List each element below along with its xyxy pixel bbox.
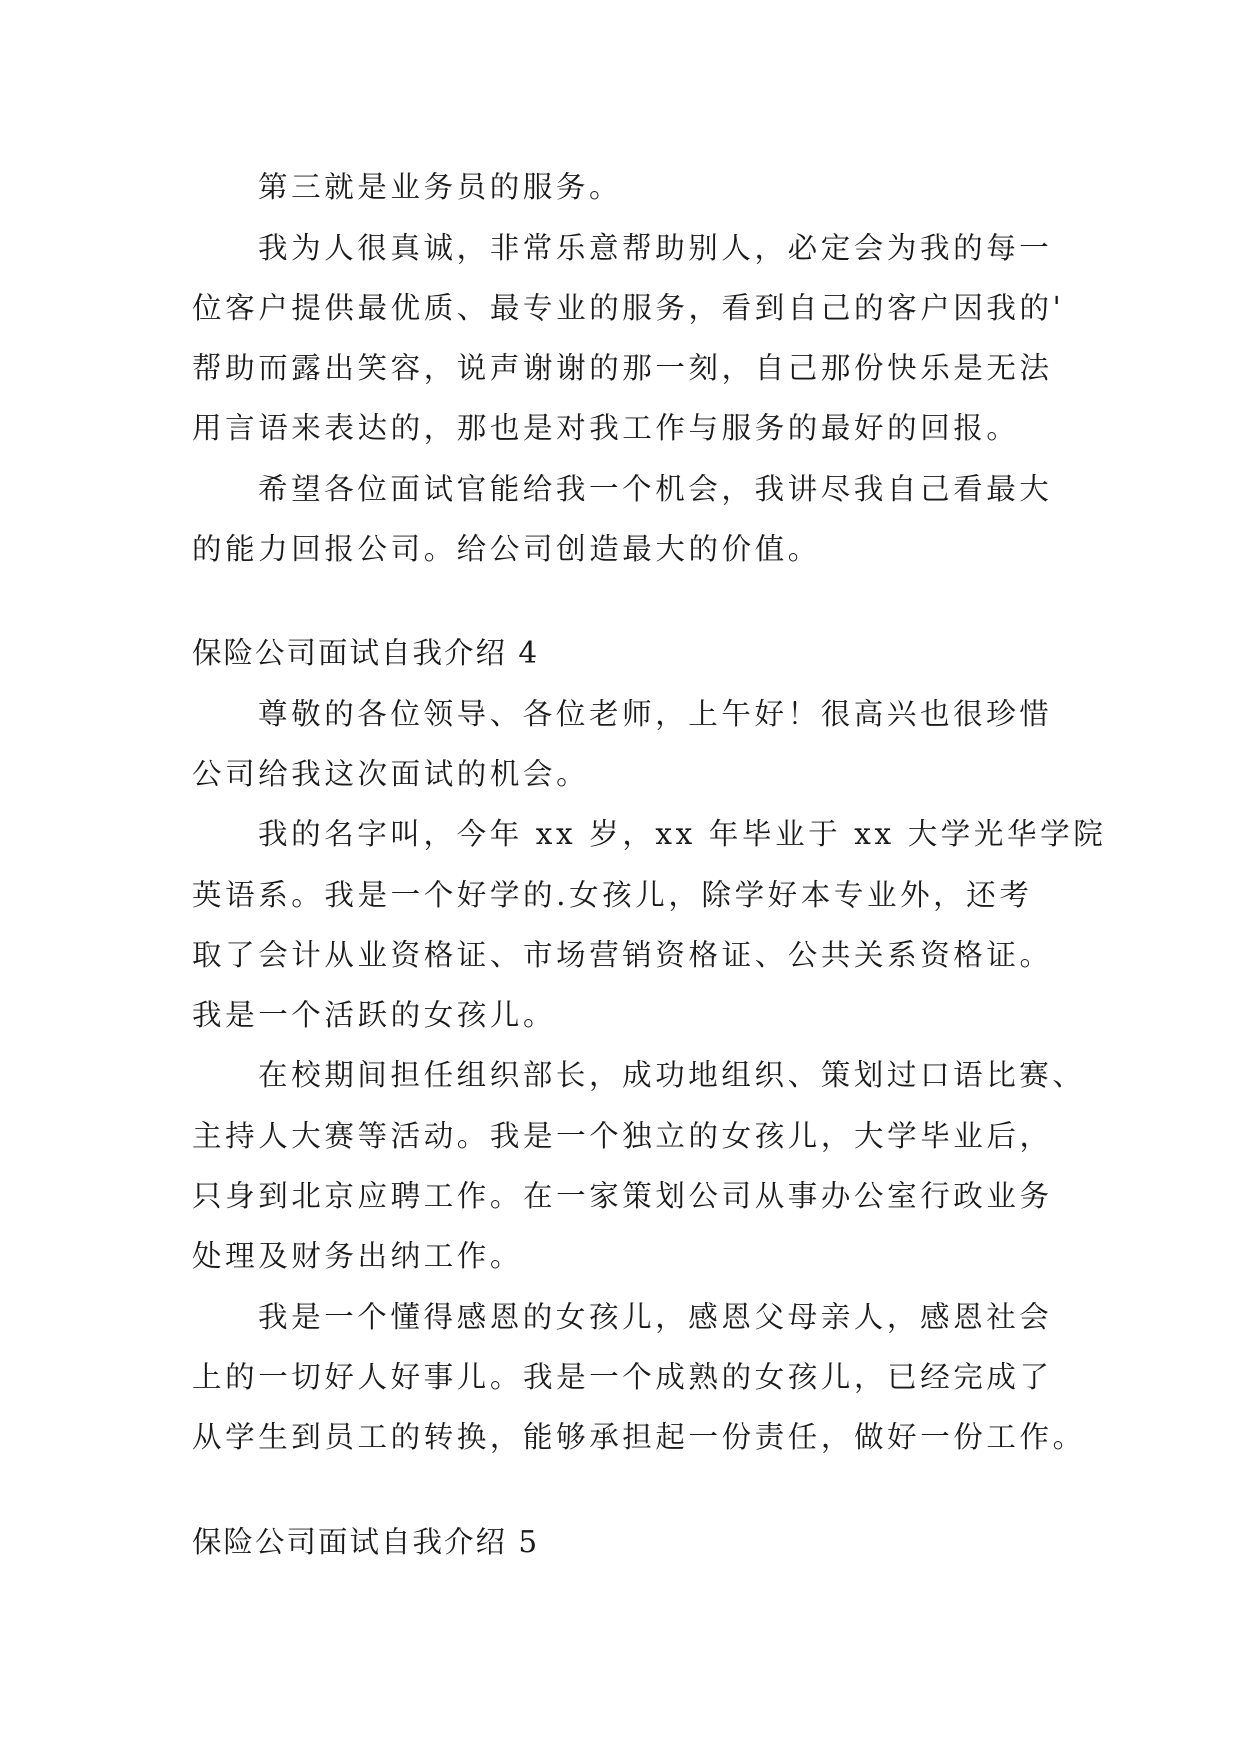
paragraph-line: 我为人很真诚，非常乐意帮助别人，必定会为我的每一 <box>258 231 1053 265</box>
paragraph-line: 主持人大赛等活动。我是一个独立的女孩儿，大学毕业后， <box>192 1119 1053 1153</box>
paragraph-line: 上的一切好人好事儿。我是一个成熟的女孩儿，已经完成了 <box>192 1360 1053 1394</box>
paragraph-line: 公司给我这次面试的机会。 <box>192 757 590 791</box>
paragraph-line: 我的名字叫，今年 xx 岁，xx 年毕业于 xx 大学光华学院 <box>258 817 1107 851</box>
section-heading: 保险公司面试自我介绍 4 <box>192 636 540 670</box>
paragraph-line: 用言语来表达的，那也是对我工作与服务的最好的回报。 <box>192 411 1020 445</box>
paragraph-line: 只身到北京应聘工作。在一家策划公司从事办公室行政业务 <box>192 1179 1053 1213</box>
section-heading: 保险公司面试自我介绍 5 <box>192 1525 540 1559</box>
paragraph-line: 处理及财务出纳工作。 <box>192 1239 524 1273</box>
paragraph-line: 英语系。我是一个好学的.女孩儿，除学好本专业外，还考 <box>192 878 1033 912</box>
paragraph-line: 第三就是业务员的服务。 <box>258 170 623 204</box>
paragraph-line: 从学生到员工的转换，能够承担起一份责任，做好一份工作。 <box>192 1420 1086 1454</box>
paragraph-line: 取了会计从业资格证、市场营销资格证、公共关系资格证。 <box>192 938 1053 972</box>
paragraph-line: 位客户提供最优质、最专业的服务，看到自己的客户因我的' <box>192 291 1065 325</box>
paragraph-line: 我是一个活跃的女孩儿。 <box>192 998 557 1032</box>
paragraph-line: 希望各位面试官能给我一个机会，我讲尽我自己看最大 <box>258 472 1053 506</box>
paragraph-line: 在校期间担任组织部长，成功地组织、策划过口语比赛、 <box>258 1058 1086 1092</box>
paragraph-line: 的能力回报公司。给公司创造最大的价值。 <box>192 532 821 566</box>
paragraph-line: 我是一个懂得感恩的女孩儿，感恩父母亲人，感恩社会 <box>258 1300 1053 1334</box>
paragraph-line: 尊敬的各位领导、各位老师，上午好！很高兴也很珍惜 <box>258 697 1053 731</box>
paragraph-line: 帮助而露出笑容，说声谢谢的那一刻，自己那份快乐是无法 <box>192 351 1053 385</box>
